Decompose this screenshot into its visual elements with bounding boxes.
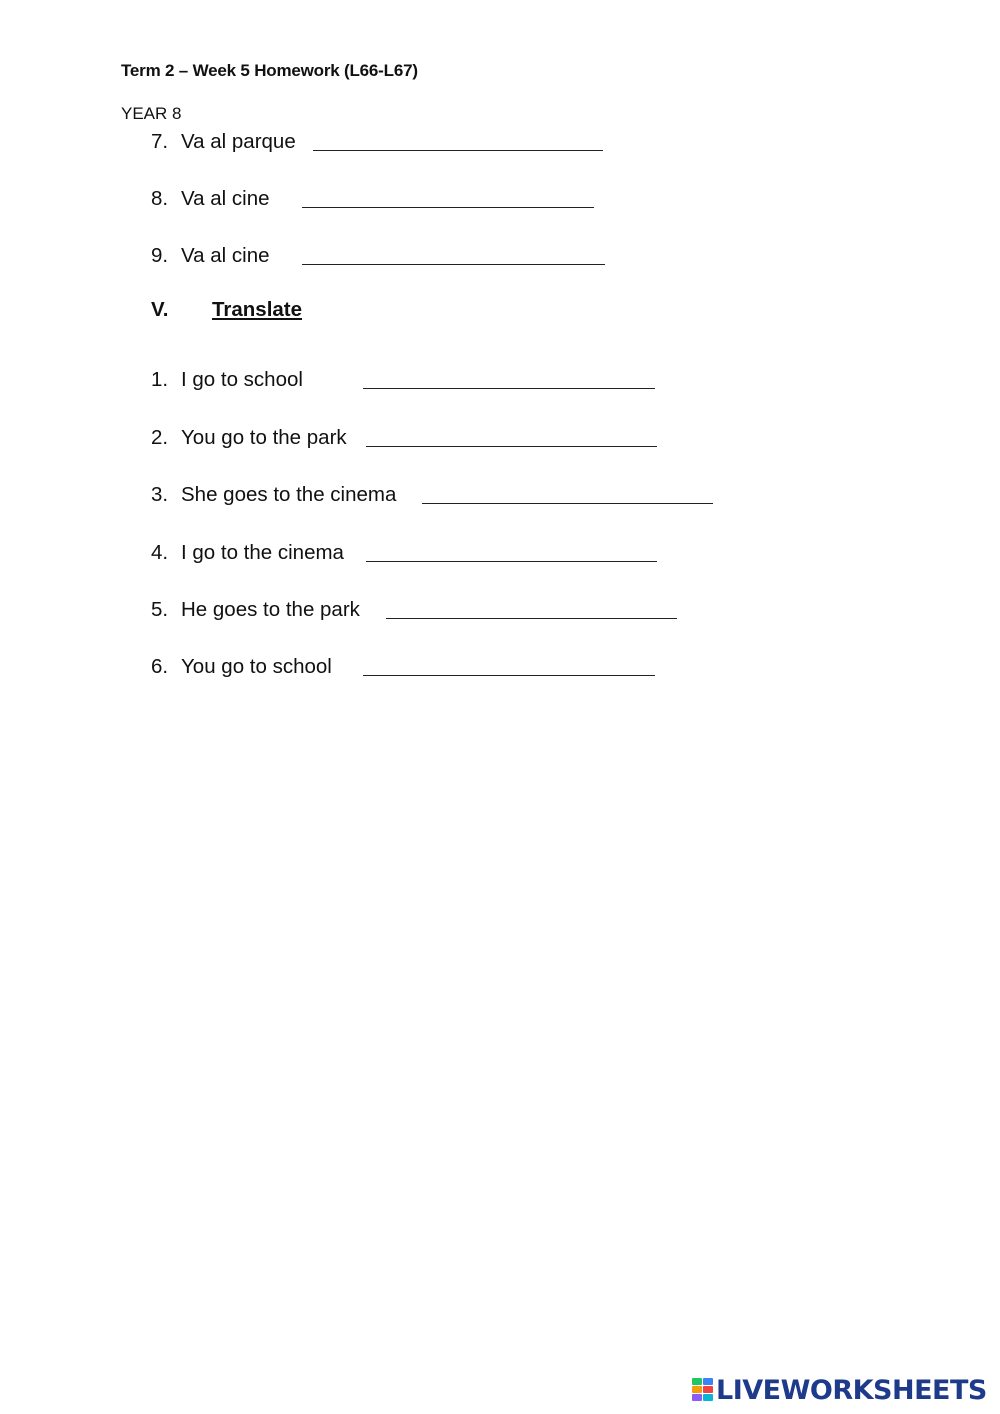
- list-item: [151, 651, 332, 679]
- list-item: [151, 126, 296, 154]
- item-number: 7.: [151, 130, 169, 153]
- section-numeral: V.: [151, 298, 169, 321]
- item-number: 5.: [151, 598, 169, 621]
- liveworksheets-logo[interactable]: [692, 1373, 987, 1407]
- answer-line[interactable]: [302, 264, 605, 265]
- worksheet-title: Term 2 – Week 5 Homework (L66-L67): [121, 61, 418, 80]
- item-text: She goes to the cinema: [181, 483, 397, 506]
- list-item: [151, 422, 347, 450]
- brand-name: LIVEWORKSHEETS: [716, 1374, 987, 1406]
- answer-line[interactable]: [363, 388, 655, 389]
- section-title: Translate: [212, 298, 303, 321]
- item-number: 6.: [151, 655, 169, 678]
- item-number: 1.: [151, 368, 169, 391]
- item-text: You go to school: [181, 655, 332, 678]
- answer-line[interactable]: [386, 618, 677, 619]
- list-item: [151, 183, 270, 211]
- item-text: He goes to the park: [181, 598, 360, 621]
- item-text: I go to school: [181, 368, 303, 391]
- list-item: [151, 537, 344, 565]
- answer-line[interactable]: [363, 675, 655, 676]
- item-number: 2.: [151, 426, 169, 449]
- list-item: [151, 240, 270, 268]
- answer-line[interactable]: [366, 561, 657, 562]
- item-text: You go to the park: [181, 426, 347, 449]
- list-item: [151, 479, 396, 507]
- answer-line[interactable]: [366, 446, 657, 447]
- item-number: 3.: [151, 483, 169, 506]
- item-text: Va al parque: [181, 130, 296, 153]
- answer-line[interactable]: [302, 207, 594, 208]
- item-number: 8.: [151, 187, 169, 210]
- list-item: [151, 594, 360, 622]
- item-text: Va al cine: [181, 187, 270, 210]
- year-label: YEAR 8: [121, 104, 182, 123]
- liveworksheets-logo-icon: [692, 1378, 714, 1402]
- answer-line[interactable]: [422, 503, 713, 504]
- item-number: 9.: [151, 244, 169, 267]
- item-text: I go to the cinema: [181, 541, 344, 564]
- answer-line[interactable]: [313, 150, 603, 151]
- item-number: 4.: [151, 541, 169, 564]
- item-text: Va al cine: [181, 244, 270, 267]
- list-item: [151, 364, 303, 392]
